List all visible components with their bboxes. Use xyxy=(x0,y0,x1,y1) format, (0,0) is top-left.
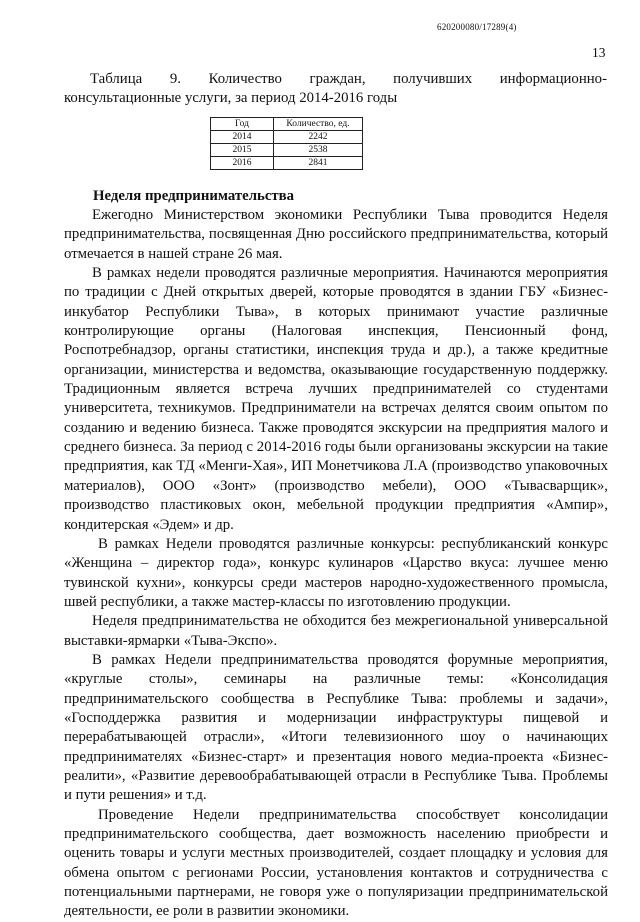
paragraph: В рамках недели проводятся различные мероприятия. Начинаются мероприятия по традиции с Дней открытых дверей, которые проводятся в здании ГБУ «Бизнес-инкубатор Республики Тыва», в которых принимают участие различные контролирующие органы (Налоговая инспекция, Пенсионный фонд, Роспотребнадзор, органы статистики, инспекция труда и др.), а также кредитные организации, министерства и ведомства, оказывающие государственную поддержку. Традиционным является встреча лучших предпринимателей со студентами университета, техникумов. Предприниматели на встречах делятся своим опытом по созданию и ведению бизнеса. Также проводятся экскурсии на предприятия малого и среднего бизнеса. За период с 2014-2016 годы были организованы экскурсии на такие предприятия, как ТД «Менги-Хая», ИП Монетчикова Л.А (производство упаковочных материалов), ООО «Зонт» (производство мебели), ООО «Тывасварщик», производство пластиковых окон, мебельной продукции предприятия «Ампир», кондитерская «Эдем» и др. xyxy=(64,265,608,533)
section-heading: Неделя предпринимательства xyxy=(93,188,295,204)
paragraph: В рамках Недели предпринимательства проводятся форумные мероприятия, «круглые столы», семинары на различные темы: «Консолидация предпринимательского сообщества в Республике Тыва: проблемы и задачи», «Господдержка развития и модернизации инфраструктуры пищевой и перерабатывающей отрасли», «Итоги телевизионного шоу о начинающих предпринимателях «Бизнес-старт» и презентация нового медиа-проекта «Бизнес-реалити», «Развитие деревообрабатывающей отрасли в Республике Тыва. Проблемы и пути решения» и т.д. xyxy=(64,651,608,804)
citizens-services-table xyxy=(210,117,363,170)
table-cell-count: 2538 xyxy=(274,144,363,157)
table-cell-count: 2242 xyxy=(274,131,363,144)
table-cell-count: 2841 xyxy=(274,157,363,170)
table-cell-year: 2016 xyxy=(211,157,274,170)
document-number: 620200080/17289(4) xyxy=(437,22,517,32)
table-header-row xyxy=(211,118,363,131)
section-body xyxy=(64,206,608,922)
paragraph: Ежегодно Министерством экономики Республики Тыва проводится Неделя предпринимательства, посвященная Дню российского предпринимательства, который отмечается в нашей стране 26 мая. xyxy=(64,207,608,262)
column-header-count: Количество, ед. xyxy=(274,118,363,131)
column-header-year: Год xyxy=(211,118,274,131)
table-caption-line-1: Таблица 9. Количество граждан, получивших информационно- xyxy=(90,71,607,87)
table-row xyxy=(211,144,363,157)
paragraph: Проведение Недели предпринимательства способствует консолидации предпринимательского сообщества, дает возможность населению приобрести и оценить товары и услуги местных производителей, создает площадку и условия для обмена опытом с регионами России, установления контактов и сотрудничества с потенциальными партнерами, не говоря уже о популяризации предпринимательской деятельности, ее роли в развитии экономики. xyxy=(64,806,608,920)
table-cell-year: 2015 xyxy=(211,144,274,157)
table-cell-year: 2014 xyxy=(211,131,274,144)
paragraph: Неделя предпринимательства не обходится без межрегиональной универсальной выставки-ярмарки «Тыва-Экспо». xyxy=(64,613,608,649)
table-row xyxy=(211,131,363,144)
table-row xyxy=(211,157,363,170)
table-caption-line-2: консультационные услуги, за период 2014-2016 годы xyxy=(64,90,398,106)
paragraph: В рамках Недели проводятся различные конкурсы: республиканский конкурс «Женщина – директор года», конкурс кулинаров «Царство вкуса: лучшее меню тувинской кухни», конкурсы среди мастеров народно-художественного промысла, швей республики, а также мастер-классы по изготовлению продукции. xyxy=(64,535,608,610)
page-number: 13 xyxy=(592,45,606,60)
